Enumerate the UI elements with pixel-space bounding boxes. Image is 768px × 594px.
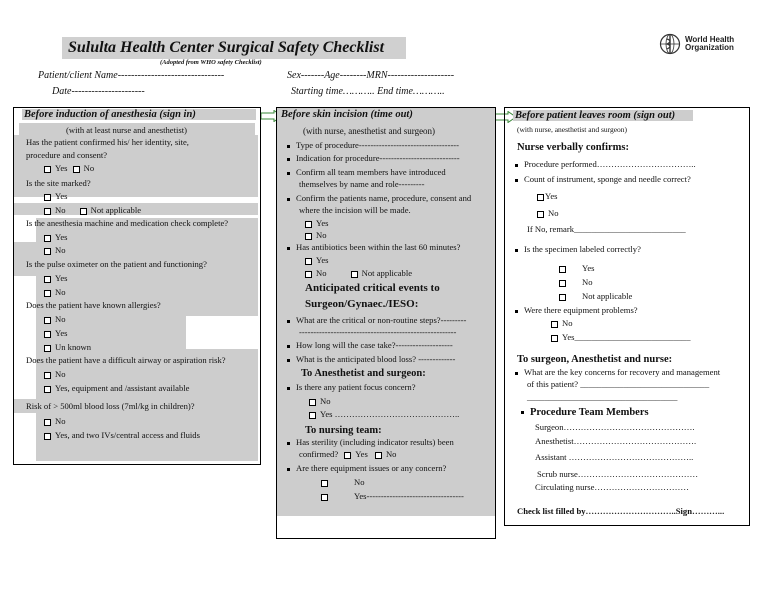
critical-steps-line: ------------------------------------------------------- bbox=[299, 327, 457, 337]
q-anesthesia-yes: Yes bbox=[44, 232, 68, 243]
q-blood-loss: Risk of > 500ml blood loss (7ml/kg in children)? bbox=[26, 401, 195, 411]
q-allergies-unknown: Un known bbox=[44, 342, 91, 353]
q-allergies-yes: Yes bbox=[44, 328, 68, 339]
anesthetist-surgeon-head: To Anesthetist and surgeon: bbox=[301, 368, 426, 379]
unknown-checkbox[interactable] bbox=[44, 345, 51, 352]
key-concerns-line1: What are the key concerns for recovery and management bbox=[515, 367, 720, 378]
q-site-no-na: No Not applicable bbox=[44, 205, 141, 216]
start-end-time-field: Starting time……….. End time……….. bbox=[291, 86, 445, 97]
date-field: Date---------------------- bbox=[52, 86, 145, 97]
q-blood-loss-no: No bbox=[44, 416, 66, 427]
q-anesthesia-no: No bbox=[44, 245, 66, 256]
critical-events-head-line1: Anticipated critical events to bbox=[305, 282, 440, 294]
sex-age-mrn-field: Sex-------Age--------MRN-------------------- bbox=[287, 70, 455, 81]
yes-checkbox[interactable] bbox=[559, 266, 566, 273]
equipment-issues-question: Are there equipment issues or any concern? bbox=[287, 463, 446, 474]
no-checkbox[interactable] bbox=[44, 248, 51, 255]
patient-concern-no: No bbox=[309, 396, 331, 407]
time-out-title: Before skin incision (time out) bbox=[281, 109, 413, 120]
no-checkbox[interactable] bbox=[375, 452, 382, 459]
q-allergies: Does the patient have known allergies? bbox=[26, 300, 161, 310]
specimen-question: Is the specimen labeled correctly? bbox=[515, 244, 641, 255]
confirm-patient-line2: where the incision will be made. bbox=[299, 205, 411, 215]
q-airway-yes: Yes, equipment and /assistant available bbox=[44, 383, 189, 394]
equipment-problems-no: No bbox=[551, 318, 573, 329]
patient-concern-yes: Yes …………………………………….. bbox=[309, 409, 459, 420]
q-identity-line2: procedure and consent? bbox=[26, 150, 108, 160]
yes-checkbox[interactable] bbox=[44, 433, 51, 440]
q-identity-line1: Has the patient confirmed his/ her identity, site, bbox=[26, 137, 189, 147]
q-identity-options: Yes No bbox=[44, 163, 94, 174]
specimen-na: Not applicable bbox=[559, 291, 632, 302]
team-introduced-line1: Confirm all team members have introduced bbox=[287, 167, 446, 178]
yes-checkbox[interactable] bbox=[44, 276, 51, 283]
time-out-section bbox=[276, 107, 496, 539]
page-title: Sululta Health Center Surgical Safety Checklist bbox=[62, 37, 406, 59]
q-airway: Does the patient have a difficult airway or aspiration risk? bbox=[26, 355, 226, 365]
yes-checkbox[interactable] bbox=[551, 335, 558, 342]
critical-events-head-line2: Surgeon/Gynaec./IESO: bbox=[305, 298, 419, 310]
not-applicable-checkbox[interactable] bbox=[559, 294, 566, 301]
sign-out-with: (with nurse, anesthetist and surgeon) bbox=[517, 125, 628, 134]
yes-checkbox[interactable] bbox=[44, 386, 51, 393]
case-duration-question: How long will the case take?-------------------- bbox=[287, 340, 453, 351]
no-checkbox[interactable] bbox=[44, 372, 51, 379]
sterility-line2: confirmed? Yes No bbox=[299, 449, 397, 459]
nurse-confirms-head: Nurse verbally confirms: bbox=[517, 142, 629, 153]
equipment-problems-question: Were there equipment problems? bbox=[515, 305, 638, 316]
procedure-team-members-head: Procedure Team Members bbox=[521, 406, 649, 419]
member-scrub-nurse: Scrub nurse…………………………………… bbox=[537, 469, 699, 479]
q-blood-loss-yes: Yes, and two IVs/central access and fluids bbox=[44, 430, 200, 441]
page-subtitle: (Adopted from WHO safety Checklist) bbox=[160, 59, 262, 66]
sign-out-section bbox=[504, 107, 750, 526]
sign-out-title: Before patient leaves room (sign out) bbox=[513, 110, 693, 121]
yes-checkbox[interactable] bbox=[44, 235, 51, 242]
antibiotics-question: Has antibiotics been within the last 60 minutes? bbox=[287, 242, 460, 253]
yes-checkbox[interactable] bbox=[44, 194, 51, 201]
patient-name-field: Patient/client Name-------------------------------- bbox=[38, 70, 225, 81]
not-applicable-checkbox[interactable] bbox=[351, 271, 358, 278]
count-yes: Yes bbox=[537, 191, 558, 202]
sign-in-section bbox=[13, 107, 261, 465]
critical-steps-question: What are the critical or non-routine steps?--------- bbox=[287, 315, 466, 326]
yes-checkbox[interactable] bbox=[344, 452, 351, 459]
member-surgeon: Surgeon………………………………………. bbox=[535, 422, 695, 432]
member-assistant: Assistant …………………………………….. bbox=[535, 452, 694, 462]
key-concerns-line3: ___________________________________ bbox=[527, 392, 678, 402]
q-anesthesia-check: Is the anesthesia machine and medication check complete? bbox=[26, 218, 229, 228]
q-site-yes: Yes bbox=[44, 191, 68, 202]
nursing-team-head: To nursing team: bbox=[305, 425, 382, 436]
who-emblem-icon bbox=[658, 33, 682, 55]
count-correct-question: Count of instrument, sponge and needle correct? bbox=[515, 174, 691, 185]
q-pulse-oximeter: Is the pulse oximeter on the patient and functioning? bbox=[26, 259, 207, 269]
surgeon-anesthetist-nurse-head: To surgeon, Anesthetist and nurse: bbox=[517, 354, 673, 365]
specimen-yes: Yes bbox=[559, 263, 595, 274]
sterility-line1: Has sterility (including indicator results) been bbox=[287, 437, 454, 448]
equipment-problems-yes: Yes___________________________ bbox=[551, 332, 691, 343]
blood-loss-question: What is the anticipated blood loss? ------------- bbox=[287, 354, 455, 365]
checklist-filled-by: Check list filled by…………………………..Sign………... bbox=[517, 506, 725, 516]
who-line-1: World Health bbox=[685, 34, 735, 44]
no-checkbox[interactable] bbox=[44, 419, 51, 426]
member-circulating-nurse: Circulating nurse…………………………… bbox=[535, 482, 689, 492]
count-remark: If No, remark__________________________ bbox=[527, 224, 686, 234]
member-anesthetist: Anesthetist……………………………………. bbox=[535, 436, 697, 446]
antibiotics-no-na: No Not applicable bbox=[305, 268, 412, 279]
team-introduced-line2: themselves by name and role--------- bbox=[299, 179, 425, 189]
q-pulse-yes: Yes bbox=[44, 273, 68, 284]
no-checkbox[interactable] bbox=[73, 166, 80, 173]
equipment-issues-yes: Yes---------------------------------- bbox=[321, 491, 464, 502]
procedure-performed: Procedure performed…………………………….. bbox=[515, 159, 696, 170]
sign-in-title: Before induction of anesthesia (sign in) bbox=[22, 109, 256, 120]
confirm-patient-line1: Confirm the patients name, procedure, consent and bbox=[287, 193, 471, 204]
yes-checkbox[interactable] bbox=[44, 166, 51, 173]
q-airway-no: No bbox=[44, 369, 66, 380]
key-concerns-line2: of this patient? ______________________________ bbox=[527, 379, 710, 389]
confirm-yes: Yes bbox=[305, 218, 329, 229]
indication-for-procedure: Indication for procedure---------------------------- bbox=[287, 153, 460, 164]
yes-checkbox[interactable] bbox=[321, 494, 328, 501]
not-applicable-checkbox[interactable] bbox=[80, 208, 87, 215]
yes-checkbox[interactable] bbox=[309, 412, 316, 419]
patient-concern-question: Is there any patient focus concern? bbox=[287, 382, 416, 393]
no-checkbox[interactable] bbox=[551, 321, 558, 328]
q-site-marked: Is the site marked? bbox=[26, 178, 91, 188]
no-checkbox[interactable] bbox=[559, 280, 566, 287]
sign-in-with: (with at least nurse and anesthetist) bbox=[66, 125, 187, 135]
no-checkbox[interactable] bbox=[44, 317, 51, 324]
no-checkbox[interactable] bbox=[309, 399, 316, 406]
no-checkbox[interactable] bbox=[321, 480, 328, 487]
specimen-no: No bbox=[559, 277, 593, 288]
no-checkbox[interactable] bbox=[44, 208, 51, 215]
q-allergies-no: No bbox=[44, 314, 66, 325]
antibiotics-yes: Yes bbox=[305, 255, 329, 266]
time-out-with: (with nurse, anesthetist and surgeon) bbox=[303, 126, 436, 136]
yes-checkbox[interactable] bbox=[305, 258, 312, 265]
yes-checkbox[interactable] bbox=[537, 194, 544, 201]
no-checkbox[interactable] bbox=[305, 233, 312, 240]
yes-checkbox[interactable] bbox=[44, 331, 51, 338]
who-line-2: Organization bbox=[685, 43, 734, 52]
yes-checkbox[interactable] bbox=[305, 221, 312, 228]
no-checkbox[interactable] bbox=[537, 211, 544, 218]
confirm-no: No bbox=[305, 230, 327, 241]
type-of-procedure: Type of procedure----------------------------------- bbox=[287, 140, 459, 151]
no-checkbox[interactable] bbox=[44, 290, 51, 297]
q-pulse-no: No bbox=[44, 287, 66, 298]
equipment-issues-no: No bbox=[321, 477, 365, 488]
who-logo bbox=[658, 33, 734, 55]
count-no: No bbox=[537, 208, 559, 219]
no-checkbox[interactable] bbox=[305, 271, 312, 278]
